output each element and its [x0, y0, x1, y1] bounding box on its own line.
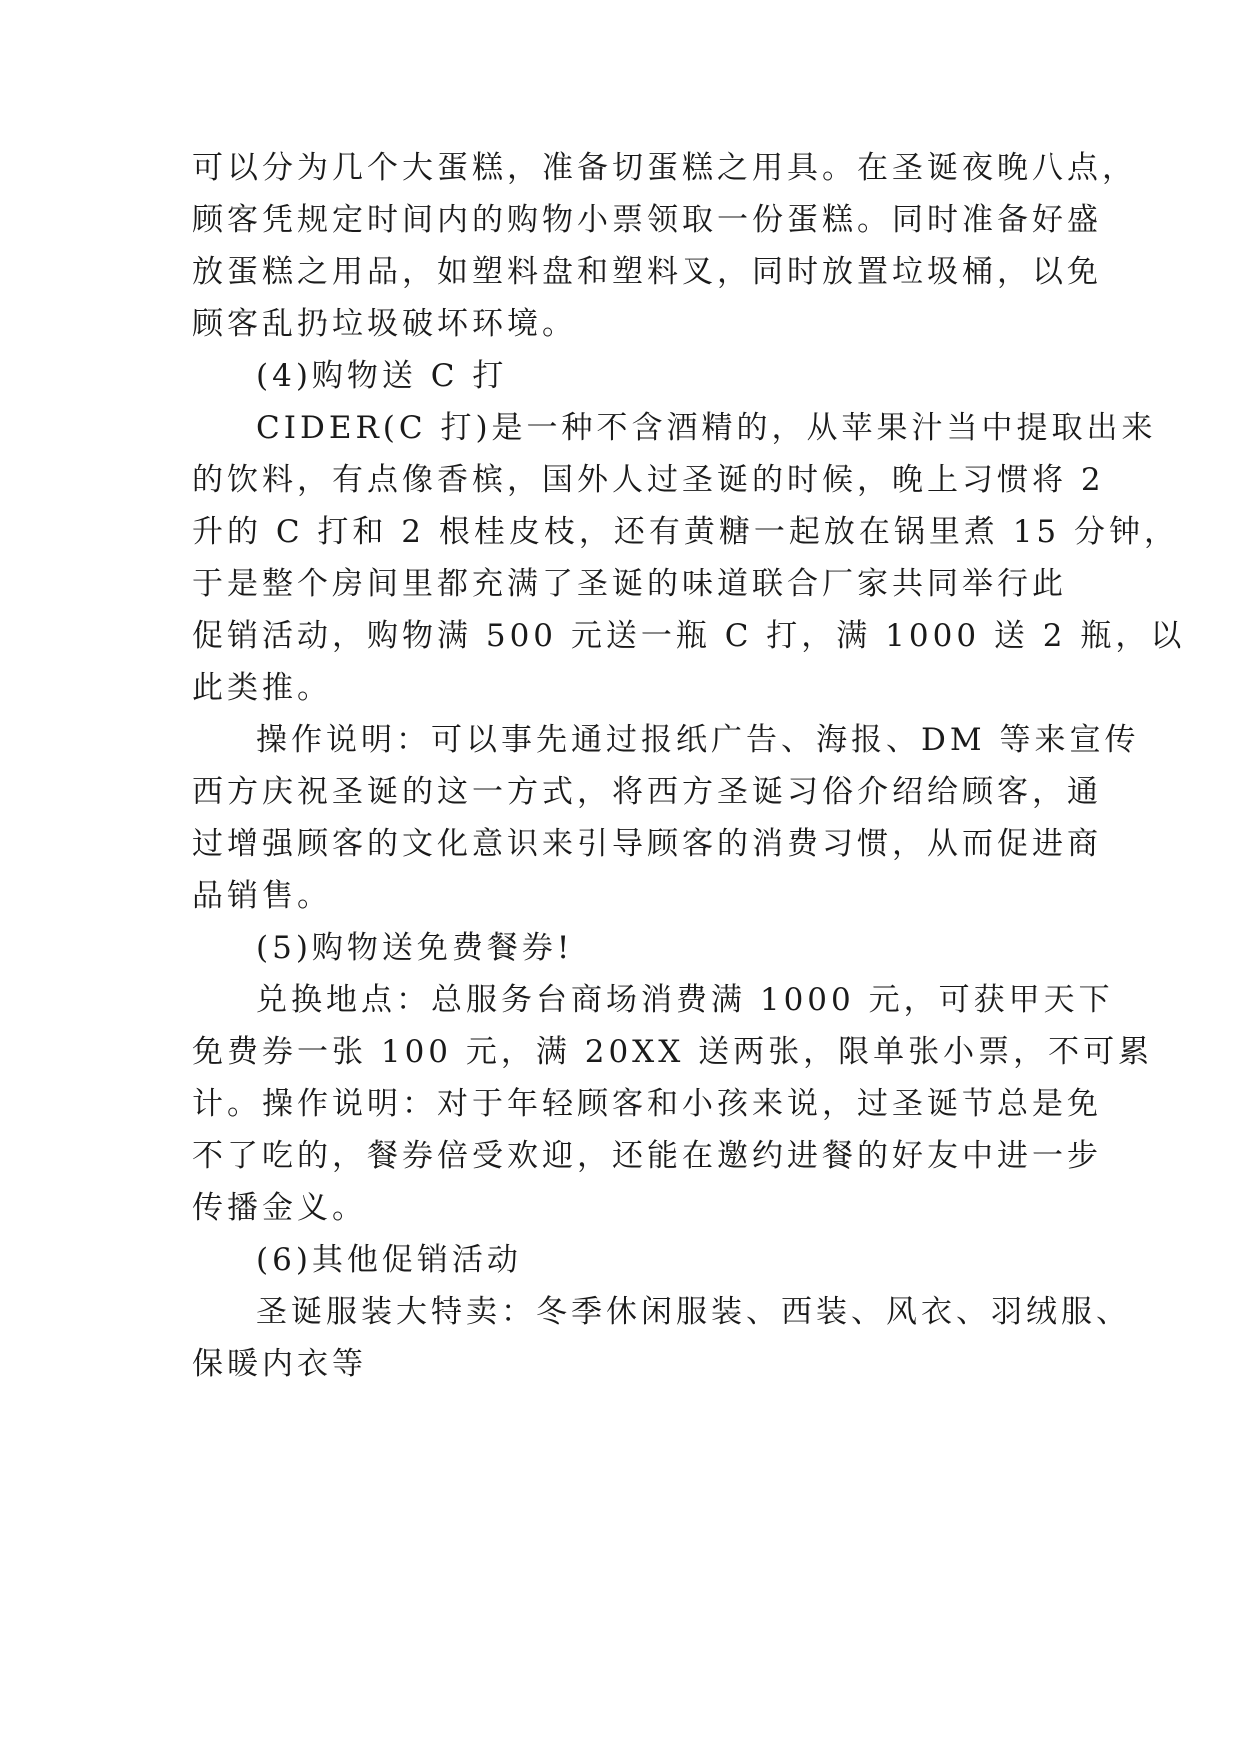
- section-heading: (6)其他促销活动: [256, 1242, 522, 1278]
- section-heading: (4)购物送 C 打: [256, 358, 508, 394]
- text-line: 免费券一张 100 元，满 20XX 送两张，限单张小票，不可累: [192, 1034, 1154, 1070]
- text-line: CIDER(C 打)是一种不含酒精的，从苹果汁当中提取出来: [256, 410, 1157, 446]
- text-line: 放蛋糕之用品，如塑料盘和塑料叉，同时放置垃圾桶，以免: [192, 254, 1102, 290]
- text-line: 的饮料，有点像香槟，国外人过圣诞的时候，晚上习惯将 2: [192, 462, 1105, 498]
- text-line: 顾客乱扔垃圾破坏环境。: [192, 306, 577, 342]
- text-line: 于是整个房间里都充满了圣诞的味道联合厂家共同举行此: [192, 566, 1067, 602]
- text-line: 此类推。: [192, 670, 332, 706]
- text-line: 不了吃的，餐券倍受欢迎，还能在邀约进餐的好友中进一步: [192, 1138, 1102, 1174]
- text-line: 升的 C 打和 2 根桂皮枝，还有黄糖一起放在锅里煮 15 分钟，: [192, 514, 1180, 550]
- section-heading: (5)购物送免费餐券!: [256, 930, 574, 966]
- text-line: 保暖内衣等: [192, 1346, 367, 1382]
- text-line: 圣诞服装大特卖：冬季休闲服装、西装、风衣、羽绒服、: [256, 1294, 1131, 1330]
- text-line: 计。操作说明：对于年轻顾客和小孩来说，过圣诞节总是免: [192, 1086, 1102, 1122]
- text-line: 顾客凭规定时间内的购物小票领取一份蛋糕。同时准备好盛: [192, 202, 1102, 238]
- text-line: 品销售。: [192, 878, 332, 914]
- text-line: 过增强顾客的文化意识来引导顾客的消费习惯，从而促进商: [192, 826, 1102, 862]
- text-line: 西方庆祝圣诞的这一方式，将西方圣诞习俗介绍给顾客，通: [192, 774, 1102, 810]
- text-line: 操作说明：可以事先通过报纸广告、海报、DM 等来宣传: [256, 722, 1140, 758]
- text-line: 可以分为几个大蛋糕，准备切蛋糕之用具。在圣诞夜晚八点，: [192, 150, 1137, 186]
- text-line: 兑换地点：总服务台商场消费满 1000 元，可获甲天下: [256, 982, 1114, 1018]
- text-line: 促销活动，购物满 500 元送一瓶 C 打，满 1000 送 2 瓶，以: [192, 618, 1186, 654]
- text-line: 传播金义。: [192, 1190, 367, 1226]
